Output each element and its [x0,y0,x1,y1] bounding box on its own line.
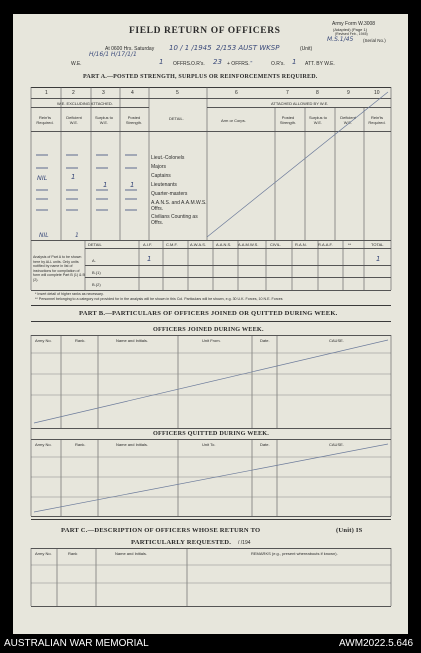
rank-lieutenants: Lieutenants [151,182,177,188]
part-c-heading: PART C.—DESCRIPTION OF OFFICERS WHOSE RETURN TO [61,527,261,534]
report-prefix: At 0600 Hrs. Saturday [105,46,155,52]
head-arm-corps: Arm or Corps. [221,118,246,123]
unit-label: (Unit) [300,46,313,52]
joined-col-date: Date. [260,338,270,343]
ors2-value: 1 [292,58,297,66]
analysis-col-awas: A.W.A.S. [190,242,207,247]
rank-civilians: Civilians Counting as Offrs. [151,214,198,226]
joined-col-rank: Rank. [75,338,86,343]
hw-one-row: 1 [75,232,79,239]
partc-col-rank: Rank [68,551,78,556]
footer-right: AWM2022.5.646 [339,638,414,649]
partc-col-armyno: Army No. [35,551,52,556]
col-num-1: 1 [45,90,48,96]
analysis-col-detail: DETAIL [88,242,102,247]
date-value: 10 / 1 /1945 [169,44,212,52]
form-revised: (Revised Feb., 1945) [335,32,368,36]
col-num-8: 8 [316,90,319,96]
hw-nil-2: NIL [39,232,49,239]
part-c-unit-is: (Unit) IS [336,527,363,534]
analysis-col-raaf: R.A.A.F. [318,242,333,247]
col-num-10: 10 [374,90,380,96]
joined-col-name: Name and Initials. [116,338,149,343]
unit-value: 2/153 AUST WKSP [216,44,280,52]
ors-label: O.R's. [191,61,205,67]
handwritten-we: H/16/1 H/17/1/1 [89,51,137,58]
plus-offrs-value: - [250,58,253,66]
analysis-col-other: ** [348,242,352,247]
head-reints-required-2: Rein'ts Required. [368,115,386,125]
quitted-col-name: Name and Initials. [116,442,149,447]
analysis-row-b2: B.(2) [92,282,101,287]
analysis-hw-total: 1 [376,255,381,263]
quitted-col-date: Date. [260,442,270,447]
joined-col-armyno: Army No. [35,338,52,343]
analysis-hw-aif: 1 [147,255,152,263]
analysis-col-aamws: A.A.M.W.S. [238,242,259,247]
rank-quartermasters: Quarter-masters [151,191,188,197]
quitted-col-unit: Unit To. [202,442,216,447]
footnote-2: ** Personnel belonging to a category not provided for in the analysis will be shown in this Col. Particulars will be shown, e.g. 30 U.K. Forces, 10 N.E. Forces [35,297,283,301]
rank-aans: A.A.N.S. and A.A.M.W.S. Offrs. [151,200,207,212]
joined-title: OFFICERS JOINED DURING WEEK. [153,326,264,333]
head-deficient-2: Deficient W.E. [340,115,356,125]
analysis-col-civil: CIVIL. [270,242,282,247]
hw-one-surplus: 1 [103,181,108,189]
plus-offrs-label: + OFFRS. [227,61,250,67]
analysis-note: Analysis of Part A to be shown here by ALL units. Only units notified by name in list of instructions for compilation of form will complete Part B (1) & B (2). [33,255,85,282]
part-c-date: / /194 [238,540,251,546]
analysis-col-cmf: C.M.F. [166,242,178,247]
offrs-value: 1 [159,58,164,66]
quitted-title: OFFICERS QUITTED DURING WEEK. [153,430,270,437]
analysis-col-aans: A.A.N.S. [216,242,232,247]
rank-majors: Majors [151,164,167,170]
col-num-6: 6 [235,90,238,96]
head-posted-strength-1: Posted Strength. [125,115,143,125]
serial-label: (Serial No.) [363,38,386,43]
head-detail: DETAIL. [169,116,184,121]
analysis-col-total: TOTAL [371,242,384,247]
joined-col-cause: CAUSE. [329,338,344,343]
part-b-heading: PART B.—PARTICULARS OF OFFICERS JOINED OR QUITTED DURING WEEK. [79,310,338,317]
partc-col-name: Name and Initials. [115,551,148,556]
rank-lt-colonels: Lieut.-Colonels [151,155,185,161]
quitted-col-rank: Rank. [75,442,86,447]
att-label: ATT. BY W.E. [305,61,335,67]
we-excluding-label: W.E. EXCLUDING ATTACHED. [57,101,113,106]
col-num-7: 7 [286,90,289,96]
col-num-2: 2 [72,90,75,96]
ors-value: 23 [213,58,222,66]
hw-one-deficient: 1 [71,173,76,181]
form-title: FIELD RETURN OF OFFICERS [129,26,281,36]
head-posted-strength-2: Posted Strength. [279,115,297,125]
analysis-row-a: A. [92,258,96,263]
serial-value: M.S.1/45 [327,36,354,43]
hw-nil-1: NIL [37,174,48,182]
joined-col-unit: Unit From. [202,338,221,343]
head-reints-required-1: Rein'ts Required. [36,115,54,125]
col-num-5: 5 [176,90,179,96]
head-surplus-1: Surplus to W.E. [94,115,113,125]
part-c-requested: PARTICULARLY REQUESTED. [131,539,232,546]
col-num-4: 4 [131,90,134,96]
head-surplus-2: Surplus to W.E. [308,115,327,125]
form-adapted: (Adapted) (Page 1) [333,27,368,32]
col-num-3: 3 [102,90,105,96]
form-id: Army Form W.3008 [332,21,376,27]
quitted-col-armyno: Army No. [35,442,52,447]
analysis-row-b1: B.(1) [92,270,101,275]
col-num-9: 9 [347,90,350,96]
offrs-label: OFFRS. [173,61,192,67]
rank-captains: Captains [151,173,171,179]
head-deficient-1: Deficient W.E. [66,115,82,125]
part-a-heading: PART A.—POSTED STRENGTH, SURPLUS OR REINFORCEMENTS REQUIRED. [83,74,318,80]
analysis-col-aif: A.I.F. [143,242,153,247]
attached-allowed-label: ATTACHED ALLOWED BY W.E. [271,101,329,106]
hw-one-posted: 1 [130,181,135,189]
footer-left: AUSTRALIAN WAR MEMORIAL [4,638,149,649]
quitted-col-cause: CAUSE. [329,442,344,447]
we-label: W.E. [71,61,82,67]
footnote-1: * Insert detail of higher ranks as necessary. [35,292,104,296]
analysis-col-ran: R.A.N. [295,242,307,247]
ors2-label: O.R's. [271,61,285,67]
partc-col-remarks: REMARKS (e.g., present whereabouts if known). [251,551,338,556]
